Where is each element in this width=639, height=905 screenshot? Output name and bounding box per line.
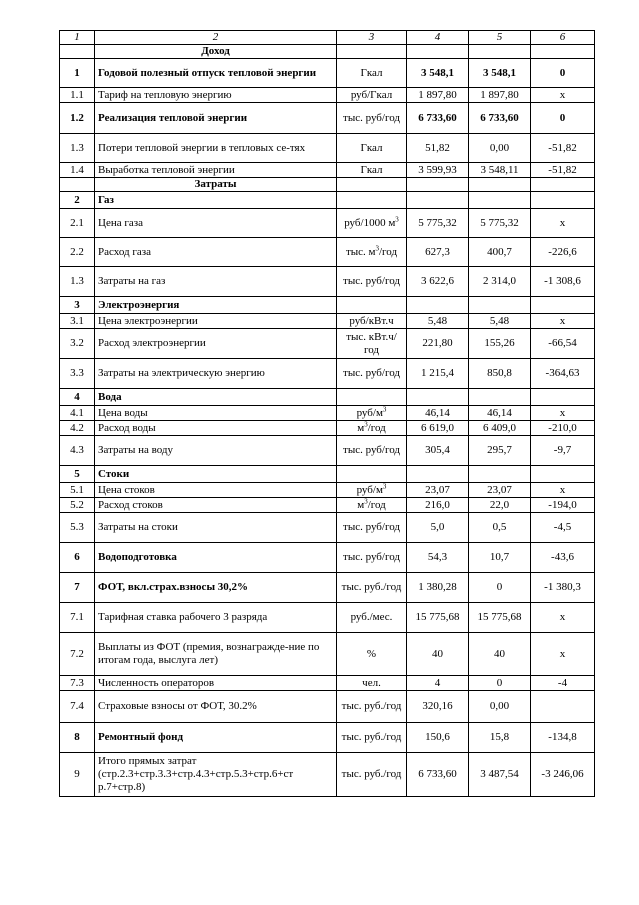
row-number: 3 xyxy=(60,297,95,314)
unit-cell xyxy=(337,723,407,753)
row-number: 7.1 xyxy=(60,603,95,633)
row-label: Затраты на стоки xyxy=(95,513,337,543)
row-label: Электроэнергия xyxy=(95,297,337,314)
value-col-4: 6 619,0 xyxy=(407,421,469,436)
value-col-4: 40 xyxy=(407,633,469,676)
value-col-6: 0 xyxy=(531,103,595,134)
unit-cell xyxy=(337,134,407,163)
value-col-5: 3 548,11 xyxy=(469,163,531,178)
empty-cell xyxy=(531,178,595,192)
table-row xyxy=(60,691,595,723)
value-col-4: 5 775,32 xyxy=(407,209,469,238)
value-col-6: -4,5 xyxy=(531,513,595,543)
unit-cell xyxy=(337,603,407,633)
row-number: 7.2 xyxy=(60,633,95,676)
value-col-6: -43,6 xyxy=(531,543,595,573)
value-col-4: 150,6 xyxy=(407,723,469,753)
row-label: Расход стоков xyxy=(95,498,337,513)
table-row xyxy=(60,498,595,513)
row-number: 1.3 xyxy=(60,134,95,163)
unit-text: Гкал xyxy=(360,66,383,79)
value-col-4 xyxy=(407,466,469,483)
unit-cell xyxy=(337,192,407,209)
value-col-6: -66,54 xyxy=(531,329,595,359)
table-row xyxy=(60,676,595,691)
unit-text: тыс. руб/год xyxy=(343,521,400,533)
table-row xyxy=(60,59,595,88)
value-col-6: х xyxy=(531,633,595,676)
value-col-6 xyxy=(531,297,595,314)
value-col-5: 5,48 xyxy=(469,314,531,329)
value-col-5 xyxy=(469,192,531,209)
row-label: Затраты на воду xyxy=(95,436,337,466)
header-row xyxy=(60,31,595,45)
unit-superscript: 3 xyxy=(375,243,379,252)
value-col-4: 5,48 xyxy=(407,314,469,329)
unit-text: тыс. руб/год xyxy=(343,275,400,287)
value-col-6: х xyxy=(531,209,595,238)
row-label: Затраты на газ xyxy=(95,267,337,297)
table-row xyxy=(60,238,595,267)
row-label: Затраты на электрическую энергию xyxy=(95,359,337,389)
unit-cell xyxy=(337,466,407,483)
unit-cell xyxy=(337,103,407,134)
row-number: 5 xyxy=(60,466,95,483)
unit-cell xyxy=(337,267,407,297)
row-label: Выплаты из ФОТ (премия, вознагражде-ние по итогам года, выслуга лет) xyxy=(95,633,337,676)
value-col-6: -51,82 xyxy=(531,134,595,163)
section-title: Доход xyxy=(95,45,337,59)
header-cell-6: 6 xyxy=(531,31,595,45)
unit-cell xyxy=(337,573,407,603)
unit-text: руб/Гкал xyxy=(350,88,393,101)
unit-text: тыс. руб./год xyxy=(341,731,402,743)
unit-cell xyxy=(337,543,407,573)
row-label: Страховые взносы от ФОТ, 30.2% xyxy=(95,691,337,723)
row-label: Итого прямых затрат (стр.2.3+стр.3.3+стр.4.3+стр.5.3+стр.6+ст р.7+стр.8) xyxy=(95,753,337,797)
unit-cell xyxy=(337,163,407,178)
value-col-5: 0 xyxy=(469,573,531,603)
value-col-4: 5,0 xyxy=(407,513,469,543)
unit-cell xyxy=(337,59,407,88)
value-col-5 xyxy=(469,466,531,483)
value-col-6: -1 308,6 xyxy=(531,267,595,297)
row-label: Цена воды xyxy=(95,406,337,421)
table-row xyxy=(60,436,595,466)
value-col-5: 6 409,0 xyxy=(469,421,531,436)
row-label: Ремонтный фонд xyxy=(95,723,337,753)
unit-cell xyxy=(337,389,407,406)
value-col-4: 320,16 xyxy=(407,691,469,723)
table-row xyxy=(60,88,595,103)
value-col-6: х xyxy=(531,406,595,421)
unit-text: м xyxy=(357,421,365,434)
value-col-6: -1 380,3 xyxy=(531,573,595,603)
header-cell-1: 1 xyxy=(60,31,95,45)
row-number: 8 xyxy=(60,723,95,753)
section-title: Затраты xyxy=(95,178,337,192)
value-col-5: 155,26 xyxy=(469,329,531,359)
value-col-4: 6 733,60 xyxy=(407,753,469,797)
value-col-5: 850,8 xyxy=(469,359,531,389)
row-number: 1.2 xyxy=(60,103,95,134)
value-col-5: 0,00 xyxy=(469,691,531,723)
table-row xyxy=(60,359,595,389)
row-label: Тариф на тепловую энергию xyxy=(95,88,337,103)
value-col-4: 1 897,80 xyxy=(407,88,469,103)
unit-cell xyxy=(337,329,407,359)
empty-cell xyxy=(407,178,469,192)
row-label: Тарифная ставка рабочего 3 разряда xyxy=(95,603,337,633)
header-cell-2: 2 xyxy=(95,31,337,45)
value-col-4: 4 xyxy=(407,676,469,691)
table-row xyxy=(60,483,595,498)
unit-text: Гкал xyxy=(360,141,383,154)
value-col-6: х xyxy=(531,603,595,633)
value-col-6 xyxy=(531,466,595,483)
value-col-6: -364,63 xyxy=(531,359,595,389)
unit-text: тыс. м xyxy=(345,245,376,258)
unit-text: тыс. кВт.ч/год xyxy=(346,330,397,356)
value-col-6: -134,8 xyxy=(531,723,595,753)
value-col-5: 3 548,1 xyxy=(469,59,531,88)
value-col-5: 0,5 xyxy=(469,513,531,543)
value-col-6: -226,6 xyxy=(531,238,595,267)
value-col-6 xyxy=(531,192,595,209)
row-number: 2.1 xyxy=(60,209,95,238)
row-number: 4.3 xyxy=(60,436,95,466)
cost-table xyxy=(59,30,595,797)
value-col-5: 5 775,32 xyxy=(469,209,531,238)
row-label: ФОТ, вкл.страх.взносы 30,2% xyxy=(95,573,337,603)
empty-cell xyxy=(469,178,531,192)
value-col-4: 6 733,60 xyxy=(407,103,469,134)
value-col-6: х xyxy=(531,314,595,329)
value-col-5: 40 xyxy=(469,633,531,676)
empty-cell xyxy=(469,45,531,59)
table-row xyxy=(60,753,595,797)
unit-tail: /год xyxy=(367,421,386,434)
row-label: Цена электроэнергии xyxy=(95,314,337,329)
value-col-5: 2 314,0 xyxy=(469,267,531,297)
unit-text: руб/м xyxy=(356,483,383,496)
empty-cell xyxy=(531,45,595,59)
table-row xyxy=(60,543,595,573)
value-col-6: -194,0 xyxy=(531,498,595,513)
section-num-cell xyxy=(60,178,95,192)
unit-cell xyxy=(337,406,407,421)
unit-tail: /год xyxy=(367,498,386,511)
value-col-5: 10,7 xyxy=(469,543,531,573)
unit-text: % xyxy=(366,647,377,660)
unit-text: м xyxy=(357,498,365,511)
value-col-4: 1 380,28 xyxy=(407,573,469,603)
row-label: Потери тепловой энергии в тепловых се-тях xyxy=(95,134,337,163)
row-number: 5.3 xyxy=(60,513,95,543)
value-col-5: 3 487,54 xyxy=(469,753,531,797)
row-label: Вода xyxy=(95,389,337,406)
value-col-6: -4 xyxy=(531,676,595,691)
table-row xyxy=(60,134,595,163)
cost-table-body xyxy=(60,31,595,797)
value-col-5: 1 897,80 xyxy=(469,88,531,103)
unit-tail: /год xyxy=(378,245,398,258)
unit-cell xyxy=(337,483,407,498)
value-col-6 xyxy=(531,389,595,406)
row-number: 5.2 xyxy=(60,498,95,513)
unit-cell xyxy=(337,238,407,267)
value-col-4 xyxy=(407,192,469,209)
header-cell-4: 4 xyxy=(407,31,469,45)
value-col-4: 3 622,6 xyxy=(407,267,469,297)
value-col-5: 23,07 xyxy=(469,483,531,498)
unit-text: тыс. руб/год xyxy=(343,551,400,563)
value-col-6: х xyxy=(531,483,595,498)
table-row xyxy=(60,329,595,359)
unit-cell xyxy=(337,209,407,238)
value-col-5: 46,14 xyxy=(469,406,531,421)
row-label: Численность операторов xyxy=(95,676,337,691)
row-number: 1.4 xyxy=(60,163,95,178)
unit-text: руб./мес. xyxy=(350,611,393,623)
value-col-4: 3 548,1 xyxy=(407,59,469,88)
header-cell-5: 5 xyxy=(469,31,531,45)
unit-cell xyxy=(337,297,407,314)
table-row xyxy=(60,573,595,603)
row-number: 3.3 xyxy=(60,359,95,389)
value-col-6: -210,0 xyxy=(531,421,595,436)
row-number: 1.3 xyxy=(60,267,95,297)
value-col-5: 6 733,60 xyxy=(469,103,531,134)
unit-cell xyxy=(337,633,407,676)
unit-text: Гкал xyxy=(360,163,383,176)
table-row xyxy=(60,466,595,483)
row-label: Расход газа xyxy=(95,238,337,267)
unit-text: руб/кВт.ч xyxy=(349,314,394,327)
unit-cell xyxy=(337,753,407,797)
value-col-4: 627,3 xyxy=(407,238,469,267)
value-col-4 xyxy=(407,389,469,406)
value-col-4: 23,07 xyxy=(407,483,469,498)
row-number: 1.1 xyxy=(60,88,95,103)
row-number: 5.1 xyxy=(60,483,95,498)
row-label: Цена газа xyxy=(95,209,337,238)
row-label: Расход электроэнергии xyxy=(95,329,337,359)
value-col-6: -51,82 xyxy=(531,163,595,178)
section-header-row xyxy=(60,178,595,192)
row-number: 3.1 xyxy=(60,314,95,329)
table-row xyxy=(60,723,595,753)
table-row xyxy=(60,513,595,543)
unit-cell xyxy=(337,691,407,723)
unit-text: тыс. руб/год xyxy=(343,111,400,124)
row-label: Газ xyxy=(95,192,337,209)
unit-superscript: 3 xyxy=(364,420,368,428)
row-number: 2 xyxy=(60,192,95,209)
value-col-5: 15 775,68 xyxy=(469,603,531,633)
value-col-4: 51,82 xyxy=(407,134,469,163)
row-label: Реализация тепловой энергии xyxy=(95,103,337,134)
table-row xyxy=(60,209,595,238)
value-col-4: 46,14 xyxy=(407,406,469,421)
row-number: 6 xyxy=(60,543,95,573)
empty-cell xyxy=(337,45,407,59)
section-num-cell xyxy=(60,45,95,59)
unit-superscript: 3 xyxy=(364,497,368,505)
value-col-4: 54,3 xyxy=(407,543,469,573)
table-row xyxy=(60,267,595,297)
row-label: Стоки xyxy=(95,466,337,483)
unit-text: тыс. руб./год xyxy=(341,581,402,593)
unit-cell xyxy=(337,359,407,389)
value-col-5: 400,7 xyxy=(469,238,531,267)
row-number: 7 xyxy=(60,573,95,603)
row-number: 1 xyxy=(60,59,95,88)
table-row xyxy=(60,192,595,209)
value-col-5: 22,0 xyxy=(469,498,531,513)
value-col-5: 15,8 xyxy=(469,723,531,753)
unit-text: тыс. руб/год xyxy=(343,367,400,379)
value-col-6: -3 246,06 xyxy=(531,753,595,797)
unit-cell xyxy=(337,436,407,466)
row-number: 2.2 xyxy=(60,238,95,267)
table-row xyxy=(60,633,595,676)
value-col-4: 305,4 xyxy=(407,436,469,466)
row-label: Годовой полезный отпуск тепловой энергии xyxy=(95,59,337,88)
unit-cell xyxy=(337,676,407,691)
value-col-5 xyxy=(469,389,531,406)
unit-cell xyxy=(337,314,407,329)
unit-text: тыс. руб./год xyxy=(341,700,402,712)
table-row xyxy=(60,163,595,178)
unit-superscript: 3 xyxy=(395,214,399,223)
row-number: 3.2 xyxy=(60,329,95,359)
unit-cell xyxy=(337,421,407,436)
row-label: Цена стоков xyxy=(95,483,337,498)
row-number: 4.2 xyxy=(60,421,95,436)
value-col-5 xyxy=(469,297,531,314)
row-label: Выработка тепловой энергии xyxy=(95,163,337,178)
table-row xyxy=(60,314,595,329)
value-col-4 xyxy=(407,297,469,314)
table-row xyxy=(60,406,595,421)
value-col-6: -9,7 xyxy=(531,436,595,466)
unit-superscript: 3 xyxy=(382,482,387,490)
row-number: 9 xyxy=(60,753,95,797)
unit-text: тыс. руб/год xyxy=(343,444,400,456)
value-col-4: 15 775,68 xyxy=(407,603,469,633)
value-col-4: 1 215,4 xyxy=(407,359,469,389)
unit-cell xyxy=(337,513,407,543)
value-col-6: 0 xyxy=(531,59,595,88)
value-col-4: 3 599,93 xyxy=(407,163,469,178)
empty-cell xyxy=(407,45,469,59)
value-col-6 xyxy=(531,691,595,723)
table-row xyxy=(60,103,595,134)
unit-superscript: 3 xyxy=(382,405,387,413)
value-col-4: 221,80 xyxy=(407,329,469,359)
row-number: 7.3 xyxy=(60,676,95,691)
unit-cell xyxy=(337,88,407,103)
row-number: 4 xyxy=(60,389,95,406)
unit-text: тыс. руб./год xyxy=(341,768,402,780)
unit-text: руб/м xyxy=(356,406,383,419)
row-label: Водоподготовка xyxy=(95,543,337,573)
value-col-5: 0,00 xyxy=(469,134,531,163)
empty-cell xyxy=(337,178,407,192)
row-number: 4.1 xyxy=(60,406,95,421)
table-row xyxy=(60,297,595,314)
row-label: Расход воды xyxy=(95,421,337,436)
value-col-5: 0 xyxy=(469,676,531,691)
header-cell-3: 3 xyxy=(337,31,407,45)
value-col-4: 216,0 xyxy=(407,498,469,513)
section-header-row xyxy=(60,45,595,59)
value-col-5: 295,7 xyxy=(469,436,531,466)
row-number: 7.4 xyxy=(60,691,95,723)
unit-text: чел. xyxy=(362,676,381,689)
table-row xyxy=(60,603,595,633)
unit-text: руб/1000 м xyxy=(344,216,396,229)
table-row xyxy=(60,421,595,436)
value-col-6: х xyxy=(531,88,595,103)
table-row xyxy=(60,389,595,406)
unit-cell xyxy=(337,498,407,513)
